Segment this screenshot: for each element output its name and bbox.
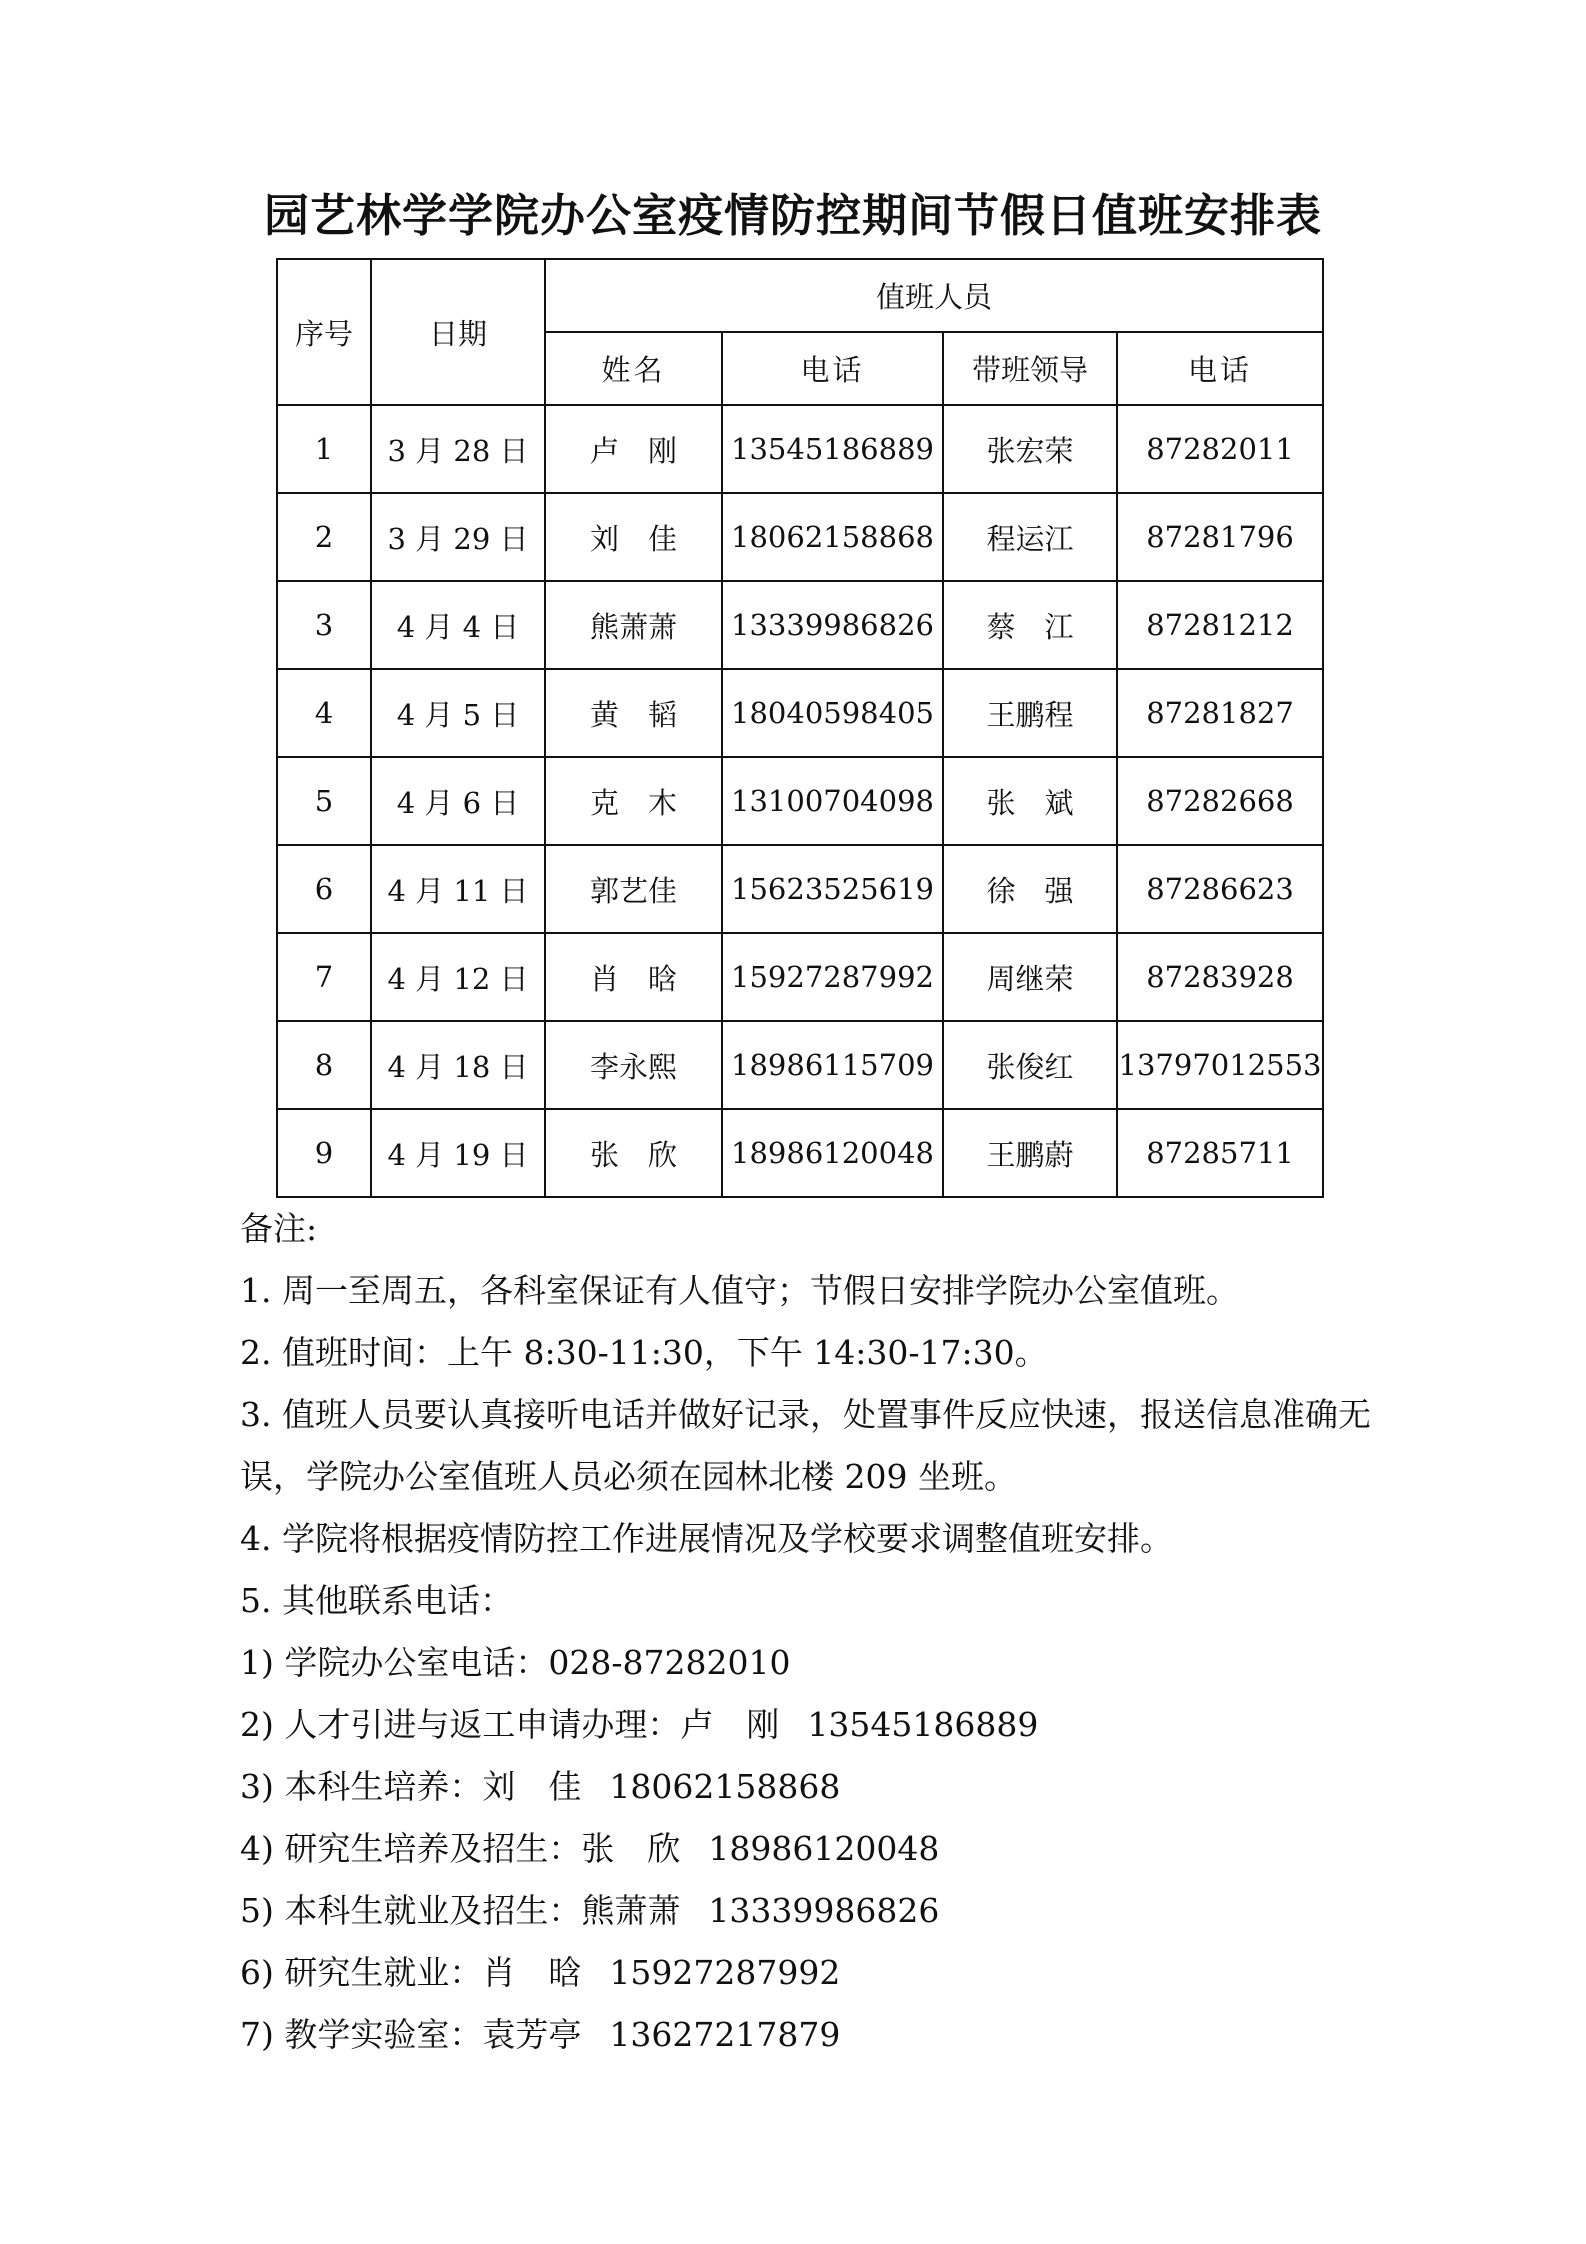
cell-phone: 13545186889 bbox=[722, 405, 943, 493]
cell-index: 8 bbox=[277, 1021, 371, 1109]
cell-date: 4 月 18 日 bbox=[371, 1021, 545, 1109]
cell-name: 熊萧萧 bbox=[545, 581, 722, 669]
contact-label: 3) 本科生培养： bbox=[240, 1767, 483, 1806]
cell-phone: 18986115709 bbox=[722, 1021, 943, 1109]
contact-name: 刘 佳 bbox=[482, 1767, 582, 1806]
cell-name: 卢 刚 bbox=[545, 405, 722, 493]
contact-name: 袁芳亭 bbox=[482, 2015, 582, 2054]
cell-leader: 张 斌 bbox=[943, 757, 1117, 845]
contact-phone: 18986120048 bbox=[708, 1829, 940, 1868]
contact-item bbox=[240, 1818, 1390, 1880]
cell-index: 2 bbox=[277, 493, 371, 581]
table-row bbox=[277, 493, 1323, 581]
cell-leader: 周继荣 bbox=[943, 933, 1117, 1021]
cell-phone: 15623525619 bbox=[722, 845, 943, 933]
note-item: 2. 值班时间：上午 8:30-11:30，下午 14:30-17:30。 bbox=[240, 1333, 1048, 1372]
contact-phone: 18062158868 bbox=[609, 1767, 841, 1806]
cell-date: 4 月 12 日 bbox=[371, 933, 545, 1021]
contact-name: 卢 刚 bbox=[680, 1705, 780, 1744]
cell-date: 4 月 11 日 bbox=[371, 845, 545, 933]
cell-leader-phone: 87281796 bbox=[1117, 493, 1323, 581]
cell-name: 克 木 bbox=[545, 757, 722, 845]
cell-leader-phone: 87286623 bbox=[1117, 845, 1323, 933]
cell-index: 4 bbox=[277, 669, 371, 757]
header-name: 姓名 bbox=[545, 332, 722, 405]
cell-leader: 王鹏蔚 bbox=[943, 1109, 1117, 1197]
cell-index: 3 bbox=[277, 581, 371, 669]
cell-leader-phone: 87282668 bbox=[1117, 757, 1323, 845]
cell-date: 4 月 5 日 bbox=[371, 669, 545, 757]
contact-phone: 13627217879 bbox=[609, 2015, 841, 2054]
notes-heading: 备注: bbox=[240, 1209, 318, 1248]
contact-label: 2) 人才引进与返工申请办理： bbox=[240, 1705, 681, 1744]
header-phone: 电话 bbox=[722, 332, 943, 405]
header-leader: 带班领导 bbox=[943, 332, 1117, 405]
cell-index: 6 bbox=[277, 845, 371, 933]
cell-date: 4 月 6 日 bbox=[371, 757, 545, 845]
table-row bbox=[277, 845, 1323, 933]
table-row bbox=[277, 405, 1323, 493]
table-row bbox=[277, 669, 1323, 757]
header-leader-phone: 电话 bbox=[1117, 332, 1323, 405]
cell-leader: 王鹏程 bbox=[943, 669, 1117, 757]
duty-schedule-table bbox=[276, 258, 1324, 1198]
cell-date: 3 月 29 日 bbox=[371, 493, 545, 581]
cell-phone: 18040598405 bbox=[722, 669, 943, 757]
cell-date: 3 月 28 日 bbox=[371, 405, 545, 493]
cell-leader-phone: 87281827 bbox=[1117, 669, 1323, 757]
cell-date: 4 月 19 日 bbox=[371, 1109, 545, 1197]
contact-item bbox=[240, 2004, 1390, 2066]
table-row bbox=[277, 1021, 1323, 1109]
cell-leader-phone: 87283928 bbox=[1117, 933, 1323, 1021]
contact-item bbox=[240, 1756, 1390, 1818]
header-index: 序号 bbox=[277, 259, 371, 405]
cell-phone: 18986120048 bbox=[722, 1109, 943, 1197]
note-item: 5. 其他联系电话： bbox=[240, 1581, 513, 1620]
cell-leader-phone: 87282011 bbox=[1117, 405, 1323, 493]
table-row bbox=[277, 581, 1323, 669]
header-date: 日期 bbox=[371, 259, 545, 405]
cell-index: 5 bbox=[277, 757, 371, 845]
table-row bbox=[277, 933, 1323, 1021]
table-row bbox=[277, 1109, 1323, 1197]
note-item: 4. 学院将根据疫情防控工作进展情况及学校要求调整值班安排。 bbox=[240, 1519, 1173, 1558]
cell-name: 郭艺佳 bbox=[545, 845, 722, 933]
note-item: 3. 值班人员要认真接听电话并做好记录，处置事件反应快速，报送信息准确无误，学院办公室值班人员必须在园林北楼 209 坐班。 bbox=[240, 1395, 1371, 1496]
contact-item bbox=[240, 1880, 1390, 1942]
contact-name: 熊萧萧 bbox=[581, 1891, 681, 1930]
contact-phone: 13339986826 bbox=[708, 1891, 940, 1930]
contact-item bbox=[240, 1942, 1390, 2004]
cell-leader-phone: 13797012553 bbox=[1117, 1021, 1323, 1109]
cell-leader: 张宏荣 bbox=[943, 405, 1117, 493]
contact-label: 6) 研究生就业： bbox=[240, 1953, 483, 1992]
cell-name: 刘 佳 bbox=[545, 493, 722, 581]
note-item: 1. 周一至周五，各科室保证有人值守；节假日安排学院办公室值班。 bbox=[240, 1271, 1239, 1310]
table-row bbox=[277, 757, 1323, 845]
contact-name: 肖 晗 bbox=[482, 1953, 582, 1992]
cell-name: 黄 韬 bbox=[545, 669, 722, 757]
contact-label: 7) 教学实验室： bbox=[240, 2015, 483, 2054]
cell-name: 张 欣 bbox=[545, 1109, 722, 1197]
cell-phone: 13339986826 bbox=[722, 581, 943, 669]
contact-phone: 15927287992 bbox=[609, 1953, 841, 1992]
cell-name: 李永熙 bbox=[545, 1021, 722, 1109]
header-staff-group: 值班人员 bbox=[545, 259, 1323, 332]
cell-phone: 15927287992 bbox=[722, 933, 943, 1021]
table-header-row bbox=[277, 259, 1323, 332]
cell-name: 肖 晗 bbox=[545, 933, 722, 1021]
cell-index: 1 bbox=[277, 405, 371, 493]
page-title: 园艺林学学院办公室疫情防控期间节假日值班安排表 bbox=[263, 189, 1322, 242]
cell-phone: 13100704098 bbox=[722, 757, 943, 845]
notes-section bbox=[240, 1198, 1390, 2066]
cell-index: 7 bbox=[277, 933, 371, 1021]
contact-label: 1) 学院办公室电话： bbox=[240, 1643, 549, 1682]
cell-index: 9 bbox=[277, 1109, 371, 1197]
cell-leader-phone: 87281212 bbox=[1117, 581, 1323, 669]
contact-item bbox=[240, 1694, 1390, 1756]
contact-name: 张 欣 bbox=[581, 1829, 681, 1868]
cell-leader: 张俊红 bbox=[943, 1021, 1117, 1109]
cell-leader: 徐 强 bbox=[943, 845, 1117, 933]
contact-phone: 13545186889 bbox=[807, 1705, 1039, 1744]
cell-leader-phone: 87285711 bbox=[1117, 1109, 1323, 1197]
contact-phone: 028-87282010 bbox=[548, 1643, 791, 1682]
cell-leader: 蔡 江 bbox=[943, 581, 1117, 669]
cell-leader: 程运江 bbox=[943, 493, 1117, 581]
contact-item bbox=[240, 1632, 1390, 1694]
contact-label: 4) 研究生培养及招生： bbox=[240, 1829, 582, 1868]
cell-date: 4 月 4 日 bbox=[371, 581, 545, 669]
contact-label: 5) 本科生就业及招生： bbox=[240, 1891, 582, 1930]
cell-phone: 18062158868 bbox=[722, 493, 943, 581]
